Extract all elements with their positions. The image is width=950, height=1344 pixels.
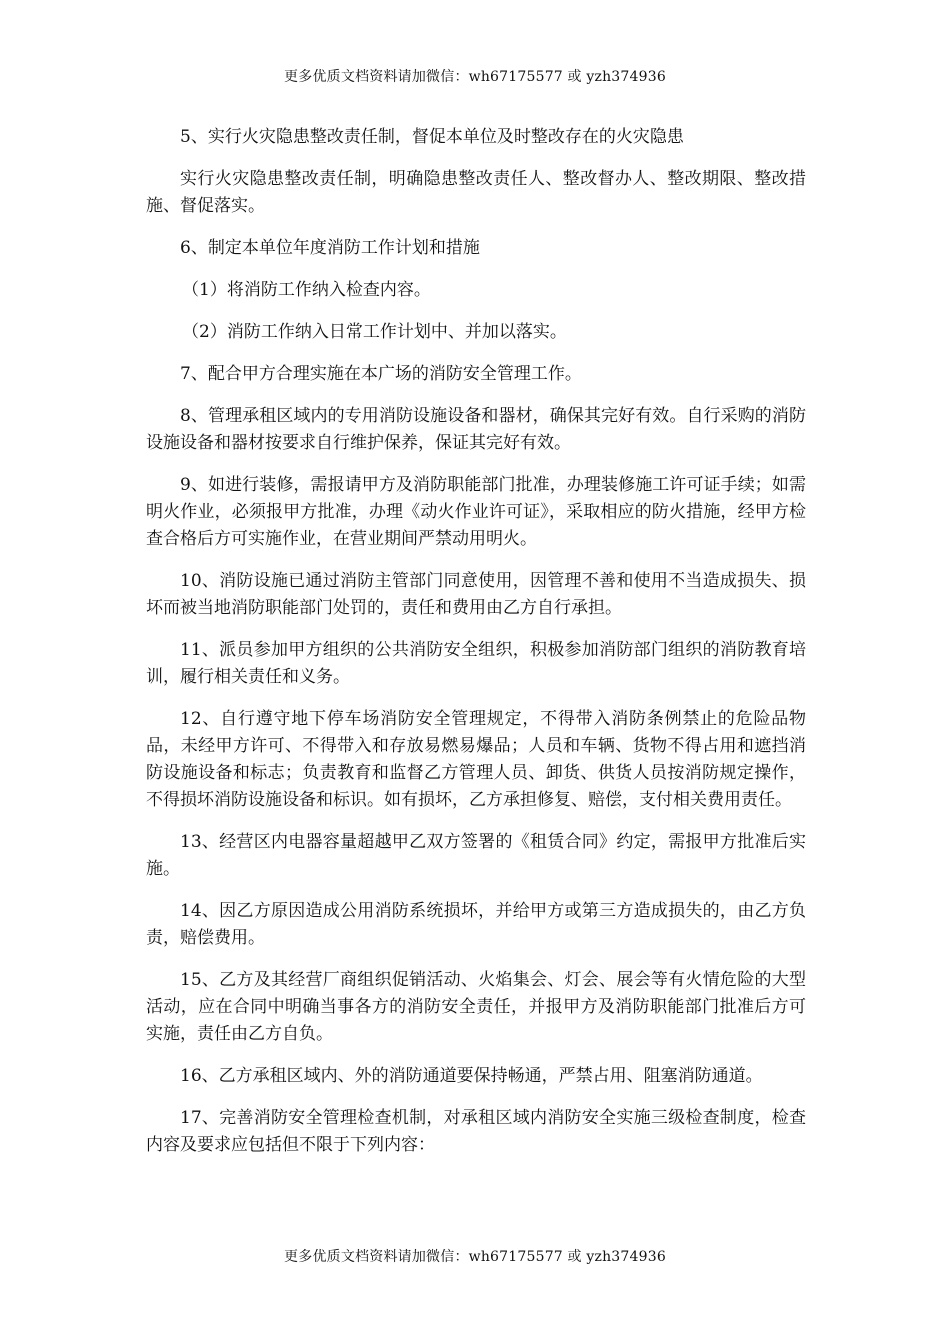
paragraph-7: 7、配合甲方合理实施在本广场的消防安全管理工作。 [180,364,582,384]
paragraph-13: 13、经营区内电器容量超越甲乙双方签署的《租赁合同》约定，需报甲方批准后实施。 [146,832,806,879]
paragraph-6-item-2: （2）消防工作纳入日常工作计划中、并加以落实。 [182,322,567,342]
page-header: 更多优质文档资料请加微信：wh67175577 或 yzh374936 [284,69,666,85]
paragraph-6-item-1: （1）将消防工作纳入检查内容。 [182,280,431,300]
paragraph-14: 14、因乙方原因造成公用消防系统损坏，并给甲方或第三方造成损失的，由乙方负责，赔偿费用。 [146,901,806,948]
document-body [146,124,806,1174]
paragraph-10: 10、消防设施已通过消防主管部门同意使用，因管理不善和使用不当造成损失、损坏而被当地消防职能部门处罚的，责任和费用由乙方自行承担。 [146,571,806,618]
paragraph-8: 8、管理承租区域内的专用消防设施设备和器材，确保其完好有效。自行采购的消防设施设备和器材按要求自行维护保养，保证其完好有效。 [146,406,806,453]
paragraph-17: 17、完善消防安全管理检查机制，对承租区域内消防安全实施三级检查制度，检查内容及要求应包括但不限于下列内容： [146,1108,806,1155]
paragraph-15: 15、乙方及其经营厂商组织促销活动、火焰集会、灯会、展会等有火情危险的大型活动，应在合同中明确当事各方的消防安全责任，并报甲方及消防职能部门批准后方可实施，责任由乙方自负。 [146,970,806,1044]
paragraph-9: 9、如进行装修，需报请甲方及消防职能部门批准，办理装修施工许可证手续；如需明火作业，必须报甲方批准，办理《动火作业许可证》，采取相应的防火措施，经甲方检查合格后方可实施作业，在营业期间严禁动用明火。 [146,475,806,549]
paragraph-16: 16、乙方承租区域内、外的消防通道要保持畅通，严禁占用、阻塞消防通道。 [180,1066,763,1086]
paragraph-5: 5、实行火灾隐患整改责任制，督促本单位及时整改存在的火灾隐患 [180,127,684,147]
paragraph-5-detail: 实行火灾隐患整改责任制，明确隐患整改责任人、整改督办人、整改期限、整改措施、督促落实。 [146,169,806,216]
paragraph-12: 12、自行遵守地下停车场消防安全管理规定，不得带入消防条例禁止的危险品物品，未经甲方许可、不得带入和存放易燃易爆品；人员和车辆、货物不得占用和遮挡消防设施设备和标志；负责教育和监督乙方管理人员、卸货、供货人员按消防规定操作，不得损坏消防设施设备和标识。如有损坏，乙方承担修复、赔偿，支付相关费用责任。 [146,709,806,810]
paragraph-11: 11、派员参加甲方组织的公共消防安全组织，积极参加消防部门组织的消防教育培训，履行相关责任和义务。 [146,640,806,687]
paragraph-6: 6、制定本单位年度消防工作计划和措施 [180,238,480,258]
page-footer: 更多优质文档资料请加微信：wh67175577 或 yzh374936 [284,1249,666,1265]
